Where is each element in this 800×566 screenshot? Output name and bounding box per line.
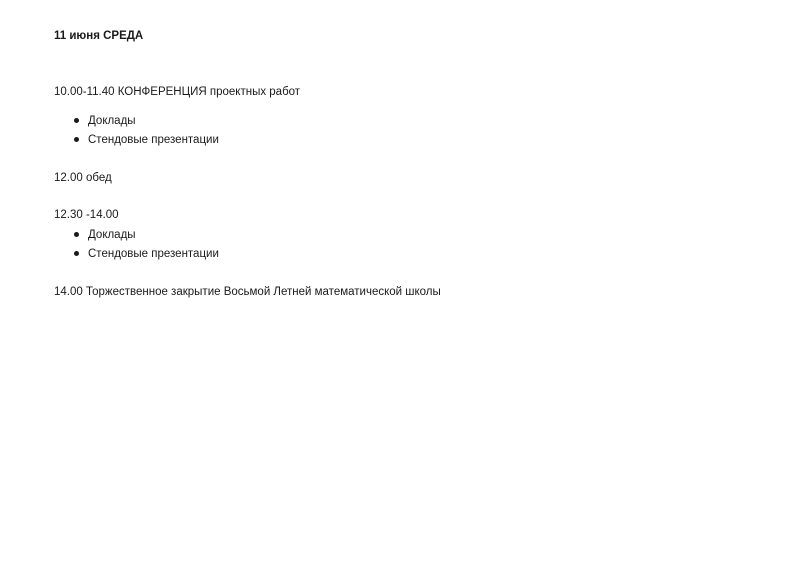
list-item: Стендовые презентации bbox=[88, 134, 219, 146]
bullet-icon bbox=[74, 118, 79, 123]
list-item: Доклады bbox=[88, 115, 136, 127]
session-heading-closing: 14.00 Торжественное закрытие Восьмой Летней математической школы bbox=[54, 286, 441, 298]
session-heading-lunch: 12.00 обед bbox=[54, 172, 112, 184]
list-item: Стендовые презентации bbox=[88, 248, 219, 260]
session-heading-afternoon: 12.30 -14.00 bbox=[54, 209, 119, 221]
bullet-icon bbox=[74, 251, 79, 256]
list-item: Доклады bbox=[88, 229, 136, 241]
bullet-icon bbox=[74, 232, 79, 237]
bullet-icon bbox=[74, 137, 79, 142]
day-title: 11 июня СРЕДА bbox=[54, 30, 144, 42]
session-heading-conference: 10.00-11.40 КОНФЕРЕНЦИЯ проектных работ bbox=[54, 86, 301, 98]
